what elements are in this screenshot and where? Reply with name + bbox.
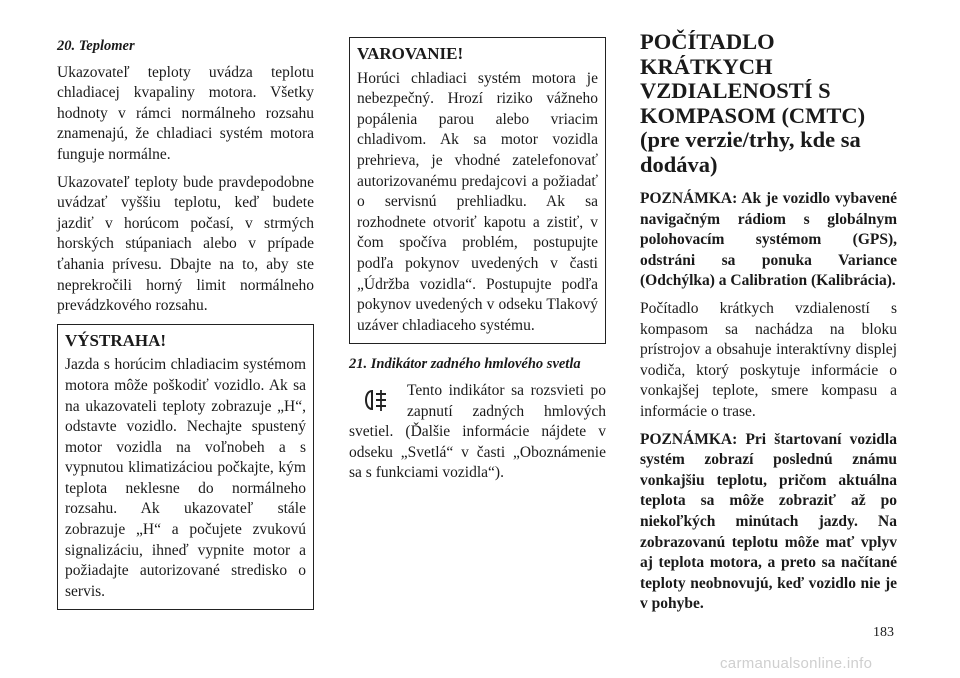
temperature-gauge-paragraph-2: Ukazovateľ teploty bude pravdepodobne uvádzať vyššiu teplotu, keď budete jazdiť v horúcom počasí, v strmých horských stúpaniach alebo v prípade ťahania prívesu. Dbajte na to, aby ste neprekročili horný limit normálneho prevádzkového rozsahu.: [57, 173, 314, 315]
note-gps: POZNÁMKA: Ak je vozidlo vybavené navigačným rádiom s globálnym polohovacím systémom (GPS), odstráni sa ponuka Variance (Odchýlka) a Calibration (Kalibrácia).: [640, 190, 897, 290]
section-title-line: dodáva): [640, 151, 718, 177]
column-middle: [349, 36, 606, 484]
caution-box: [349, 37, 606, 344]
watermark-url: carmanualsonline.info: [720, 655, 873, 672]
column-left: [57, 36, 314, 620]
rear-fog-light-icon: [349, 385, 401, 415]
section-title-line: POČÍTADLO: [640, 29, 775, 54]
section-title: [640, 30, 897, 177]
section-title-line: VZDIALENOSTÍ S: [640, 78, 831, 103]
warning-box: [57, 324, 314, 611]
warning-title: VÝSTRAHA!: [65, 330, 167, 350]
note-temperature: POZNÁMKA: Pri štartovaní vozidla systém zobrazí poslednú známu vonkajšiu teplotu, pričom aktuálna teplota sa môže zobraziť až po niekoľkých minútach jazdy. Na zobrazovanú teplotu môže mať vplyv aj teplota motora, a preto sa načítané teploty neobnovujú, keď vozidlo nie je v pohybe.: [640, 430, 897, 613]
section-title-line: (pre verzie/trhy, kde sa: [640, 127, 861, 152]
rear-fog-indicator-text: Tento indikátor sa rozsvieti po zapnutí zadných hmlových svetiel. (Ďalšie informácie nájdete v odseku „Svetlá“ v časti „Oboznámenie sa s funkciami vozidla“).: [349, 381, 606, 482]
page-number: 183: [873, 625, 894, 640]
warning-text: Jazda s horúcim chladiacim systémom motora môže poškodiť vozidlo. Ak sa na ukazovateli teploty zobrazuje „H“, odstavte vozidlo. Nechajte spustený motor vozidla na voľnobeh a s vypnutou klimatizáciou počkajte, kým teplota neklesne do normálneho rozsahu. Ak ukazovateľ stále zobrazuje „H“ a počujete zvukovú signalizáciu, ihneď vypnite motor a požiadajte autorizované stredisko o servis.: [65, 356, 306, 600]
caution-title: VAROVANIE!: [357, 44, 464, 63]
cmtc-description: Počítadlo krátkych vzdialeností s kompasom sa nachádza na bloku prístrojov a obsahuje interaktívny displej vodiča, ktorý poskytuje informácie o vonkajšej teplote, smere kompasu a informácie o trase.: [640, 299, 897, 420]
section-title-line: KOMPASOM (CMTC): [640, 102, 866, 128]
column-right: [640, 30, 897, 622]
section-title-line: KRÁTKYCH: [640, 53, 773, 79]
item-21-heading: 21. Indikátor zadného hmlového svetla: [349, 356, 581, 373]
rear-fog-indicator: [349, 381, 606, 484]
temperature-gauge-paragraph-1: Ukazovateľ teploty uvádza teplotu chladiacej kvapaliny motora. Všetky hodnoty v rámci normálneho rozsahu znamenajú, že chladiaci systém motora funguje normálne.: [57, 63, 314, 163]
item-20-heading: 20. Teplomer: [57, 38, 135, 54]
caution-text: Horúci chladiaci systém motora je nebezpečný. Hrozí riziko vážneho popálenia parou alebo vriacim chladivom. Ak sa motor vozidla prehrieva, je vhodné zatelefonovať autorizovanému predajcovi a požiadať o servisnú prehliadku. Ak sa rozhodnete otvoriť kapotu a zistiť, v čom spočíva problém, postupujte podľa pokynov uvedených v časti „Údržba vozidla“. Postupujte podľa pokynov uvedených v odseku Tlakový uzáver chladiaceho systému.: [357, 69, 598, 334]
